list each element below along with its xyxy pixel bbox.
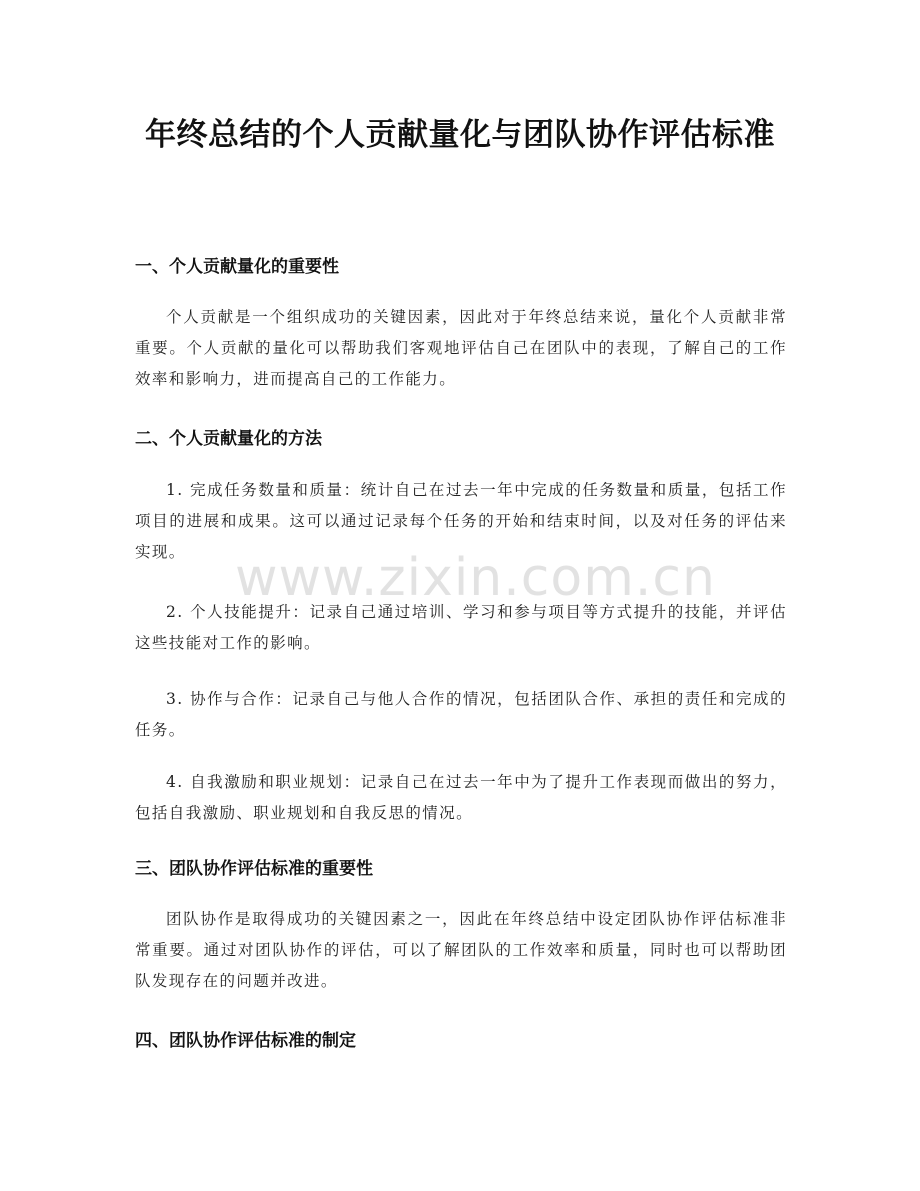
watermark: www.zixin.com.cn	[235, 548, 716, 608]
section-heading-3: 三、团队协作评估标准的重要性	[135, 859, 373, 879]
page-title: 年终总结的个人贡献量化与团队协作评估标准	[145, 117, 775, 153]
section-heading-4: 四、团队协作评估标准的制定	[135, 1031, 356, 1051]
section-2-item-4: 4. 自我激励和职业规划：记录自己在过去一年中为了提升工作表现而做出的努力，包括自我激励、职业规划和自我反思的情况。	[135, 773, 787, 822]
section-heading-2: 二、个人贡献量化的方法	[135, 429, 322, 449]
section-2-item-3: 3. 协作与合作：记录自己与他人合作的情况，包括团队合作、承担的责任和完成的任务。	[135, 690, 787, 739]
section-2-item-2: 2. 个人技能提升：记录自己通过培训、学习和参与项目等方式提升的技能，并评估这些技能对工作的影响。	[135, 603, 787, 652]
section-3-paragraph-1: 团队协作是取得成功的关键因素之一，因此在年终总结中设定团队协作评估标准非常重要。通过对团队协作的评估，可以了解团队的工作效率和质量，同时也可以帮助团队发现存在的问题并改进。	[135, 910, 787, 990]
section-1-paragraph-1: 个人贡献是一个组织成功的关键因素，因此对于年终总结来说，量化个人贡献非常重要。个人贡献的量化可以帮助我们客观地评估自己在团队中的表现，了解自己的工作效率和影响力，进而提高自己的工作能力。	[135, 308, 787, 388]
section-2-item-1: 1. 完成任务数量和质量：统计自己在过去一年中完成的任务数量和质量，包括工作项目的进展和成果。这可以通过记录每个任务的开始和结束时间，以及对任务的评估来实现。	[135, 481, 787, 561]
section-heading-1: 一、个人贡献量化的重要性	[135, 257, 339, 277]
